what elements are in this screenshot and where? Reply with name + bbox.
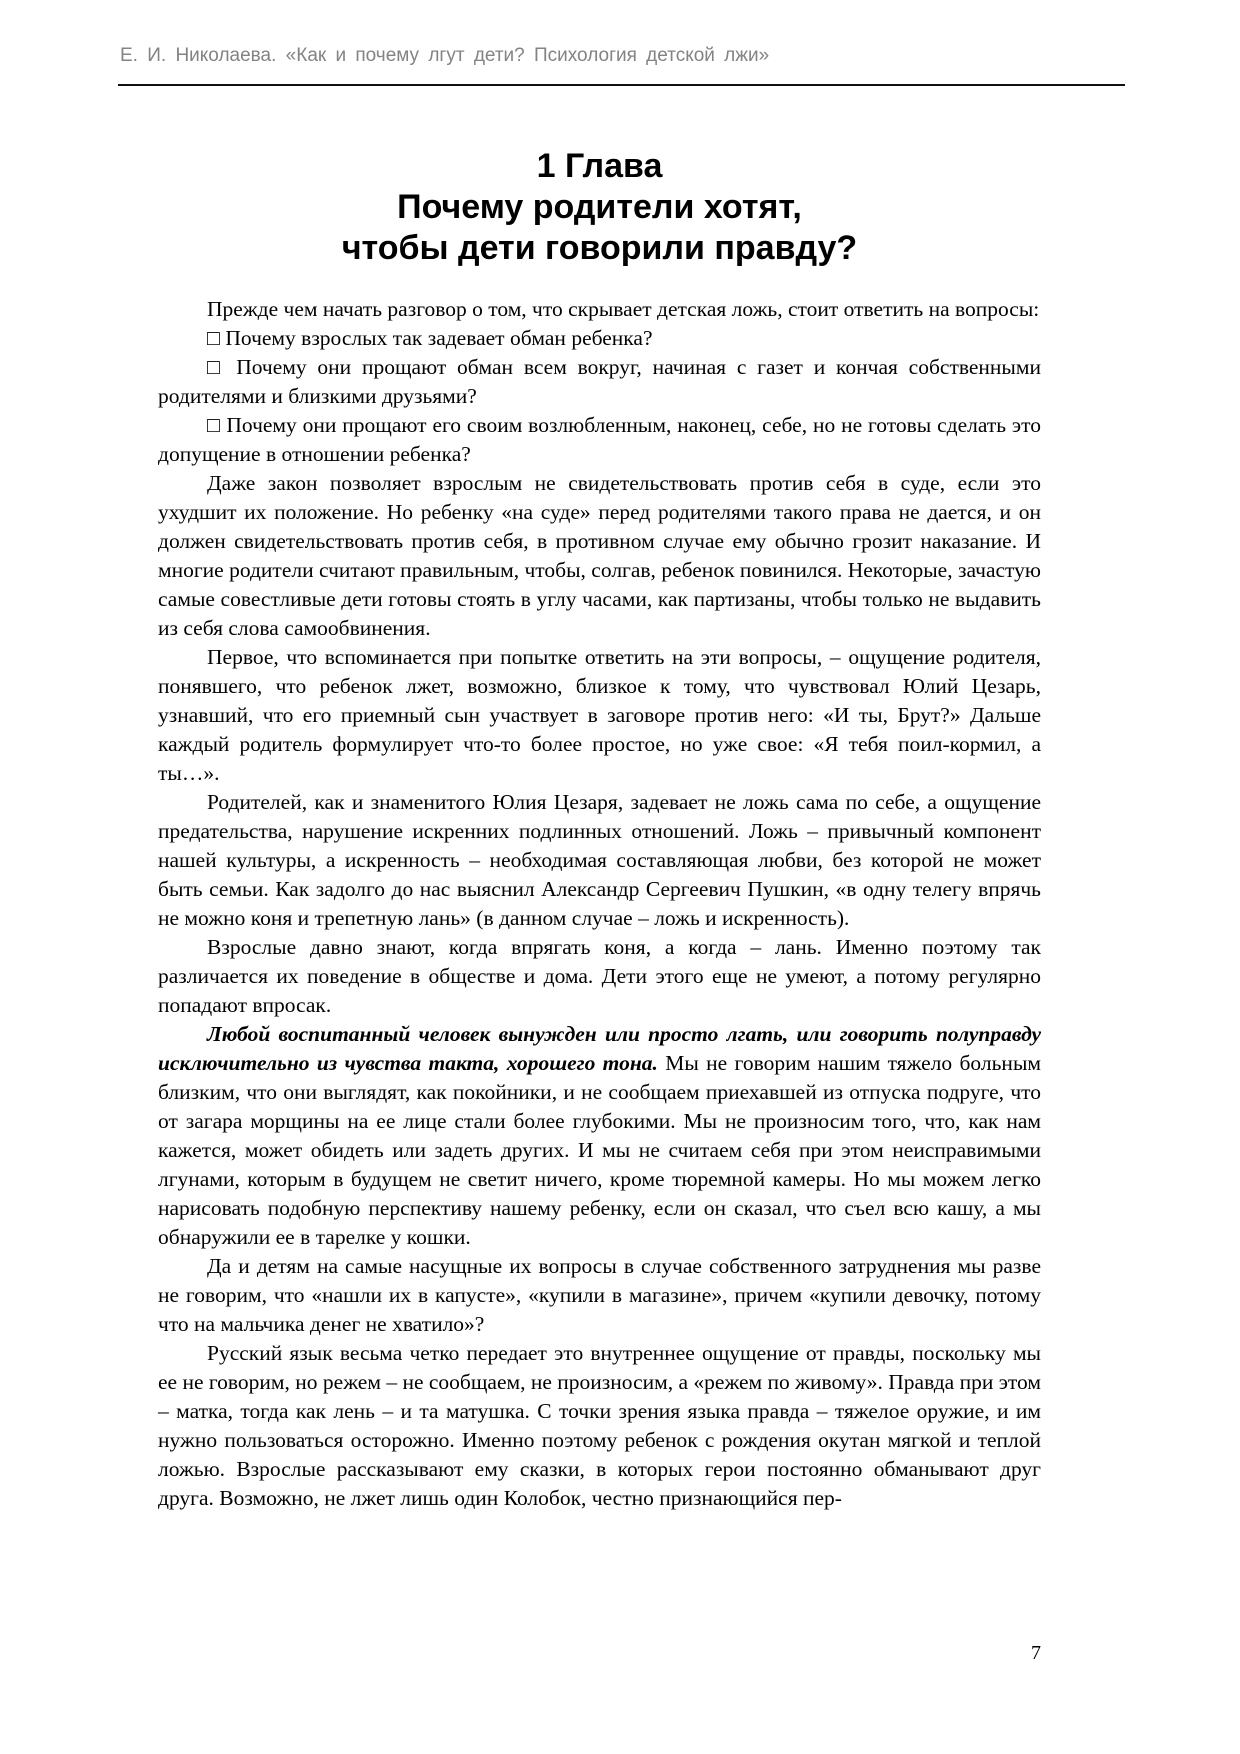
chapter-title	[158, 146, 1041, 269]
chapter-title-line-2: чтобы дети говорили правду?	[341, 229, 858, 267]
chapter-title-line-1: Почему родители хотят,	[397, 188, 802, 226]
paragraph-caesar: Первое, что вспоминается при попытке ответить на эти вопросы, – ощущение родителя, понявшего, что ребенок лжет, возможно, близкое к тому, что чувствовал Юлий Цезарь, узнавший, что его приемный сын участвует в заговоре против него: «И ты, Брут?» Дальше каждый родитель формулирует что-то более простое, но уже свое: «Я тебя поил-кормил, а ты…».	[158, 645, 1041, 785]
paragraph-cabbage: Да и детям на самые насущные их вопросы в случае собственного затруднения мы разве не говорим, что «нашли их в капусте», «купили в магазине», причем «купили девочку, потому что на мальчика денег не хватило»?	[158, 1254, 1041, 1336]
page-content	[158, 146, 1041, 1513]
question-item-2: □ Почему они прощают обман всем вокруг, начиная с газет и кончая собственными родителями и близкими друзьями?	[158, 355, 1041, 408]
emphasis-lead-sentence: Любой воспитанный человек вынужден или просто лгать, или говорить полуправду исключительно из чувства такта, хорошего тона.	[158, 1022, 1041, 1075]
page-number: 7	[1031, 1642, 1041, 1664]
paragraph-language: Русский язык весьма четко передает это внутреннее ощущение от правды, поскольку мы ее не говорим, но режем – не сообщаем, не произносим, а «режем по живому». Правда при этом – матка, тогда как лень – и та матушка. С точки зрения языка правда – тяжелое оружие, и им нужно пользоваться осторожно. Именно поэтому ребенок с рождения окутан мягкой и теплой ложью. Взрослые рассказывают ему сказки, в которых герои постоянно обманывают друг друга. Возможно, не лжет лишь один Колобок, честно признающийся пер-	[158, 1341, 1041, 1510]
paragraph-law: Даже закон позволяет взрослым не свидетельствовать против себя в суде, если это ухудшит их положение. Но ребенку «на суде» перед родителями такого права не дается, и он должен свидетельствовать против себя, в противном случае ему обычно грозит наказание. И многие родители считают правильным, чтобы, солгав, ребенок повинился. Некоторые, зачастую самые совестливые дети готовы стоять в углу часами, как партизаны, чтобы только не выдавить из себя слова самообвинения.	[158, 471, 1041, 640]
paragraph-adults: Взрослые давно знают, когда впрягать коня, а когда – лань. Именно поэтому так различается их поведение в обществе и дома. Дети этого еще не умеют, а потому регулярно попадают впросак.	[158, 935, 1041, 1017]
chapter-number-line: 1 Глава	[536, 147, 663, 185]
question-item-3: □ Почему они прощают его своим возлюбленным, наконец, себе, но не готовы сделать это допущение в отношении ребенка?	[158, 413, 1041, 466]
question-item-1: □ Почему взрослых так задевает обман ребенка?	[207, 326, 653, 350]
running-header	[120, 44, 1125, 68]
paragraph-pushkin: Родителей, как и знаменитого Юлия Цезаря, задевает не ложь сама по себе, а ощущение предательства, нарушение искренних подлинных отношений. Ложь – привычный компонент нашей культуры, а искренность – необходимая составляющая любви, без которой не может быть семьи. Как задолго до нас выяснил Александр Сергеевич Пушкин, «в одну телегу впрячь не можно коня и трепетную лань» (в данном случае – ложь и искренность).	[158, 790, 1041, 930]
paragraph-politeness	[158, 1020, 1041, 1252]
paragraph-intro: Прежде чем начать разговор о том, что скрывает детская ложь, стоит ответить на вопросы:	[207, 297, 1040, 321]
paragraph-politeness-rest: Мы не говорим нашим тяжело больным близким, что они выглядят, как покойники, и не сообщаем приехавшей из отпуска подруге, что от загара морщины на ее лице стали более глубокими. Мы не произносим того, что, как нам кажется, может обидеть или задеть других. И мы не считаем себя при этом неисправимыми лгунами, которым в будущем не светит ничего, кроме тюремной камеры. Но мы можем легко нарисовать подобную перспективу нашему ребенку, если он сказал, что съел всю кашу, а мы обнаружили ее в тарелке у кошки.	[158, 1051, 1041, 1249]
header-rule	[118, 84, 1125, 86]
running-title: Е. И. Николаева. «Как и почему лгут дети? Психология детской лжи»	[120, 45, 770, 66]
